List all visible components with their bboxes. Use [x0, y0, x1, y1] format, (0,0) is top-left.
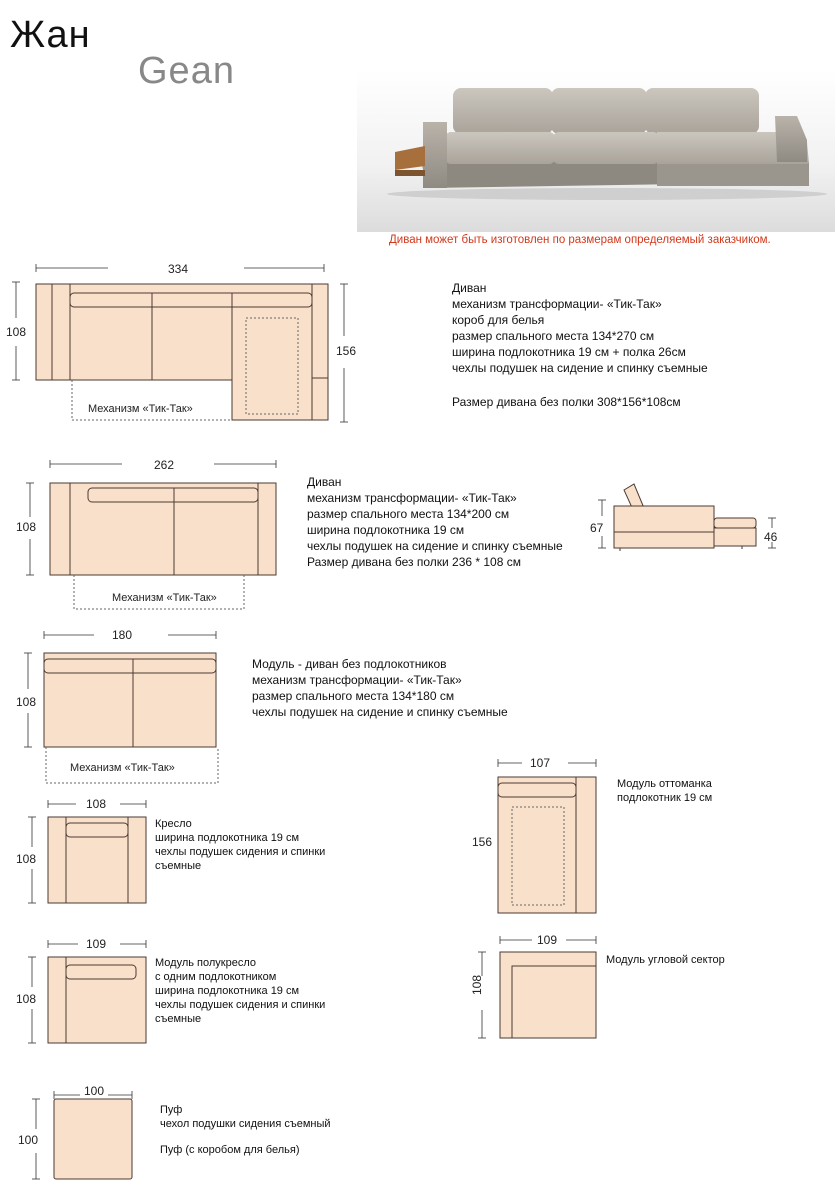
title-ru: Жан	[10, 14, 91, 56]
pouf-width: 100	[84, 1084, 105, 1098]
pouf-height: 100	[18, 1133, 39, 1147]
seat-height: 46	[764, 530, 778, 544]
title-en: Gean	[138, 50, 235, 92]
sofa1-drawing	[0, 260, 360, 430]
half-armchair-height: 108	[16, 992, 37, 1006]
side-height: 67	[590, 521, 604, 535]
armchair-specs: Кресло ширина подлокотника 19 см чехлы подушек сидения и спинки съемные	[155, 818, 326, 872]
ottoman-width: 107	[530, 756, 551, 770]
corner-width: 109	[537, 933, 558, 947]
custom-size-note: Диван может быть изготовлен по размерам определяемый заказчиком.	[389, 234, 771, 246]
sofa2-height: 108	[16, 520, 37, 534]
module-width: 180	[112, 628, 133, 642]
sofa1-specs: Диван механизм трансформации- «Тик-Так» короб для белья размер спального места 134*270 см ширина подлокотника 19 см + полка 26см чехлы подушек на сидение и спинку съемные Размер дивана без полки 308*156*108см	[452, 281, 708, 409]
sofa2-width: 262	[154, 458, 175, 472]
sofa1-size: Размер дивана без полки 308*156*108см	[452, 395, 681, 409]
corner-label: Модуль угловой сектор	[606, 954, 725, 966]
armchair-height: 108	[16, 852, 37, 866]
sofa2-drawing	[0, 455, 300, 615]
sofa1-width: 334	[168, 262, 189, 276]
pouf-specs: Пуф чехол подушки сидения съемный Пуф (с коробом для белья)	[160, 1104, 331, 1156]
sofa-photo	[357, 70, 835, 232]
sofa2-specs: Диван механизм трансформации- «Тик-Так» размер спального места 134*200 см ширина подлокотника 19 см чехлы подушек на сидение и спинку съемные Размер дивана без полки 236 * 108 см	[307, 475, 563, 569]
module-mechanism: Механизм «Тик-Так»	[70, 762, 175, 774]
module-height: 108	[16, 695, 37, 709]
armchair-width: 108	[86, 797, 107, 811]
corner-drawing	[470, 930, 610, 1045]
sofa1-mechanism: Механизм «Тик-Так»	[88, 403, 193, 415]
sofa2-mechanism: Механизм «Тик-Так»	[112, 592, 217, 604]
sofa1-height: 108	[6, 325, 27, 339]
module-specs: Модуль - диван без подлокотников механизм трансформации- «Тик-Так» размер спального места 134*180 см чехлы подушек на сидение и спинку съемные	[252, 657, 508, 719]
pouf-note: Пуф (с коробом для белья)	[160, 1144, 300, 1156]
ottoman-depth: 156	[472, 835, 493, 849]
ottoman-specs: Модуль оттоманка подлокотник 19 см	[617, 778, 713, 804]
half-armchair-specs: Модуль полукресло с одним подлокотником ширина подлокотника 19 см чехлы подушек сидения и спинки съемные	[155, 957, 326, 1025]
sofa-side-view	[586, 478, 796, 558]
half-armchair-width: 109	[86, 937, 107, 951]
corner-height: 108	[470, 974, 484, 995]
sofa1-depth: 156	[336, 344, 357, 358]
